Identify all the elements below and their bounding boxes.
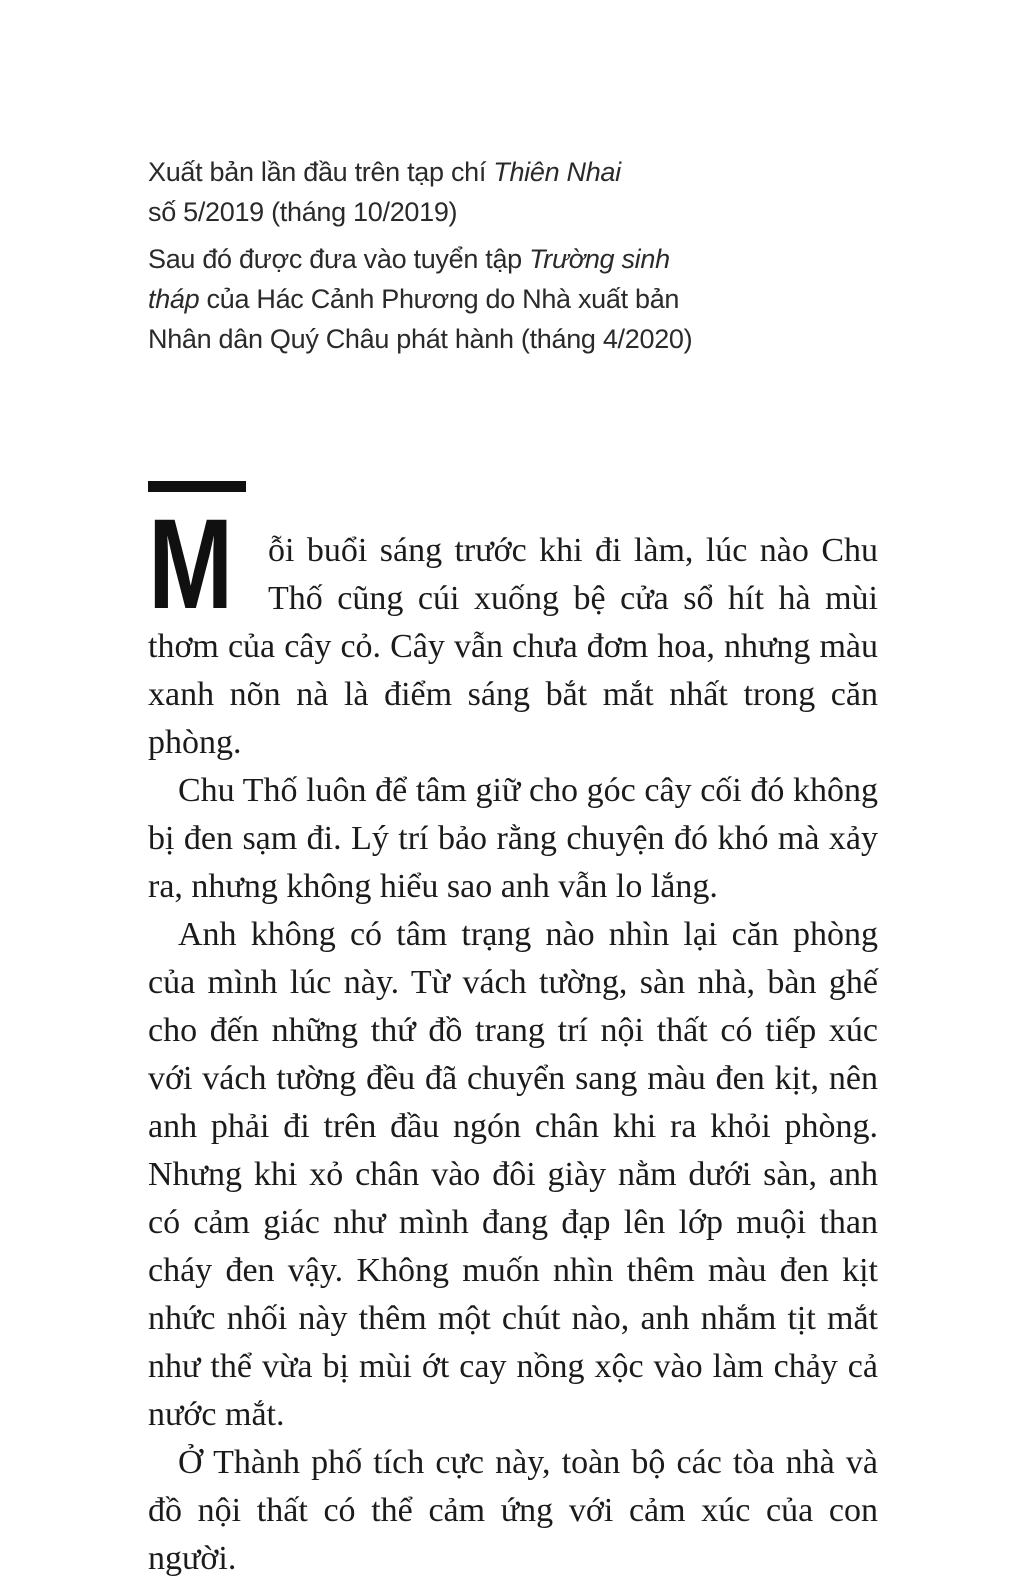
note-line bbox=[148, 279, 878, 319]
drop-cap-letter: M bbox=[148, 493, 234, 636]
note-line bbox=[148, 319, 878, 359]
publication-note-paragraph bbox=[148, 152, 878, 232]
note-run-italic: Trường sinh bbox=[529, 244, 670, 274]
body-paragraph bbox=[148, 493, 878, 767]
book-page bbox=[148, 152, 878, 1583]
publication-note bbox=[148, 152, 878, 359]
body-paragraph bbox=[148, 1439, 878, 1583]
drop-cap-bar bbox=[148, 481, 246, 492]
note-run-italic: Thiên Nhai bbox=[493, 157, 621, 187]
note-line bbox=[148, 239, 878, 279]
paragraph-text: Chu Thố luôn để tâm giữ cho góc cây cối đó không bị đen sạm đi. Lý trí bảo rằng chuyện đó khó mà xảy ra, nhưng không hiểu sao anh vẫn lo lắng. bbox=[148, 772, 878, 905]
note-run: Nhân dân Quý Châu phát hành (tháng 4/2020) bbox=[148, 324, 693, 354]
drop-cap bbox=[148, 493, 256, 636]
story-body bbox=[148, 493, 878, 1583]
body-paragraph bbox=[148, 767, 878, 911]
note-line bbox=[148, 152, 878, 192]
note-line bbox=[148, 192, 878, 232]
body-paragraph bbox=[148, 911, 878, 1439]
note-run-italic: tháp bbox=[148, 284, 200, 314]
publication-note-paragraph bbox=[148, 239, 878, 359]
paragraph-text: Anh không có tâm trạng nào nhìn lại căn phòng của mình lúc này. Từ vách tường, sàn nhà, bàn ghế cho đến những thứ đồ trang trí nội thất có tiếp xúc với vách tường đều đã chuyển sang màu đen kịt, nên anh phải đi trên đầu ngón chân khi ra khỏi phòng. Nhưng khi xỏ chân vào đôi giày nằm dưới sàn, anh có cảm giác như mình đang đạp lên lớp muội than cháy đen vậy. Không muốn nhìn thêm màu đen kịt nhức nhối này thêm một chút nào, anh nhắm tịt mắt như thể vừa bị mùi ớt cay nồng xộc vào làm chảy cả nước mắt. bbox=[148, 916, 878, 1433]
note-run: Xuất bản lần đầu trên tạp chí bbox=[148, 157, 494, 187]
paragraph-text: ỗi buổi sáng trước khi đi làm, lúc nào Chu Thố cũng cúi xuống bệ cửa sổ hít hà mùi thơm của cây cỏ. Cây vẫn chưa đơm hoa, nhưng màu xanh nõn nà là điểm sáng bắt mắt nhất trong căn phòng. bbox=[148, 532, 878, 761]
paragraph-text: Ở Thành phố tích cực này, toàn bộ các tòa nhà và đồ nội thất có thể cảm ứng với cảm xúc của con người. bbox=[148, 1444, 878, 1577]
note-run: số 5/2019 (tháng 10/2019) bbox=[148, 197, 458, 227]
note-run: Sau đó được đưa vào tuyển tập bbox=[148, 244, 530, 274]
note-run: của Hác Cảnh Phương do Nhà xuất bản bbox=[199, 284, 680, 314]
